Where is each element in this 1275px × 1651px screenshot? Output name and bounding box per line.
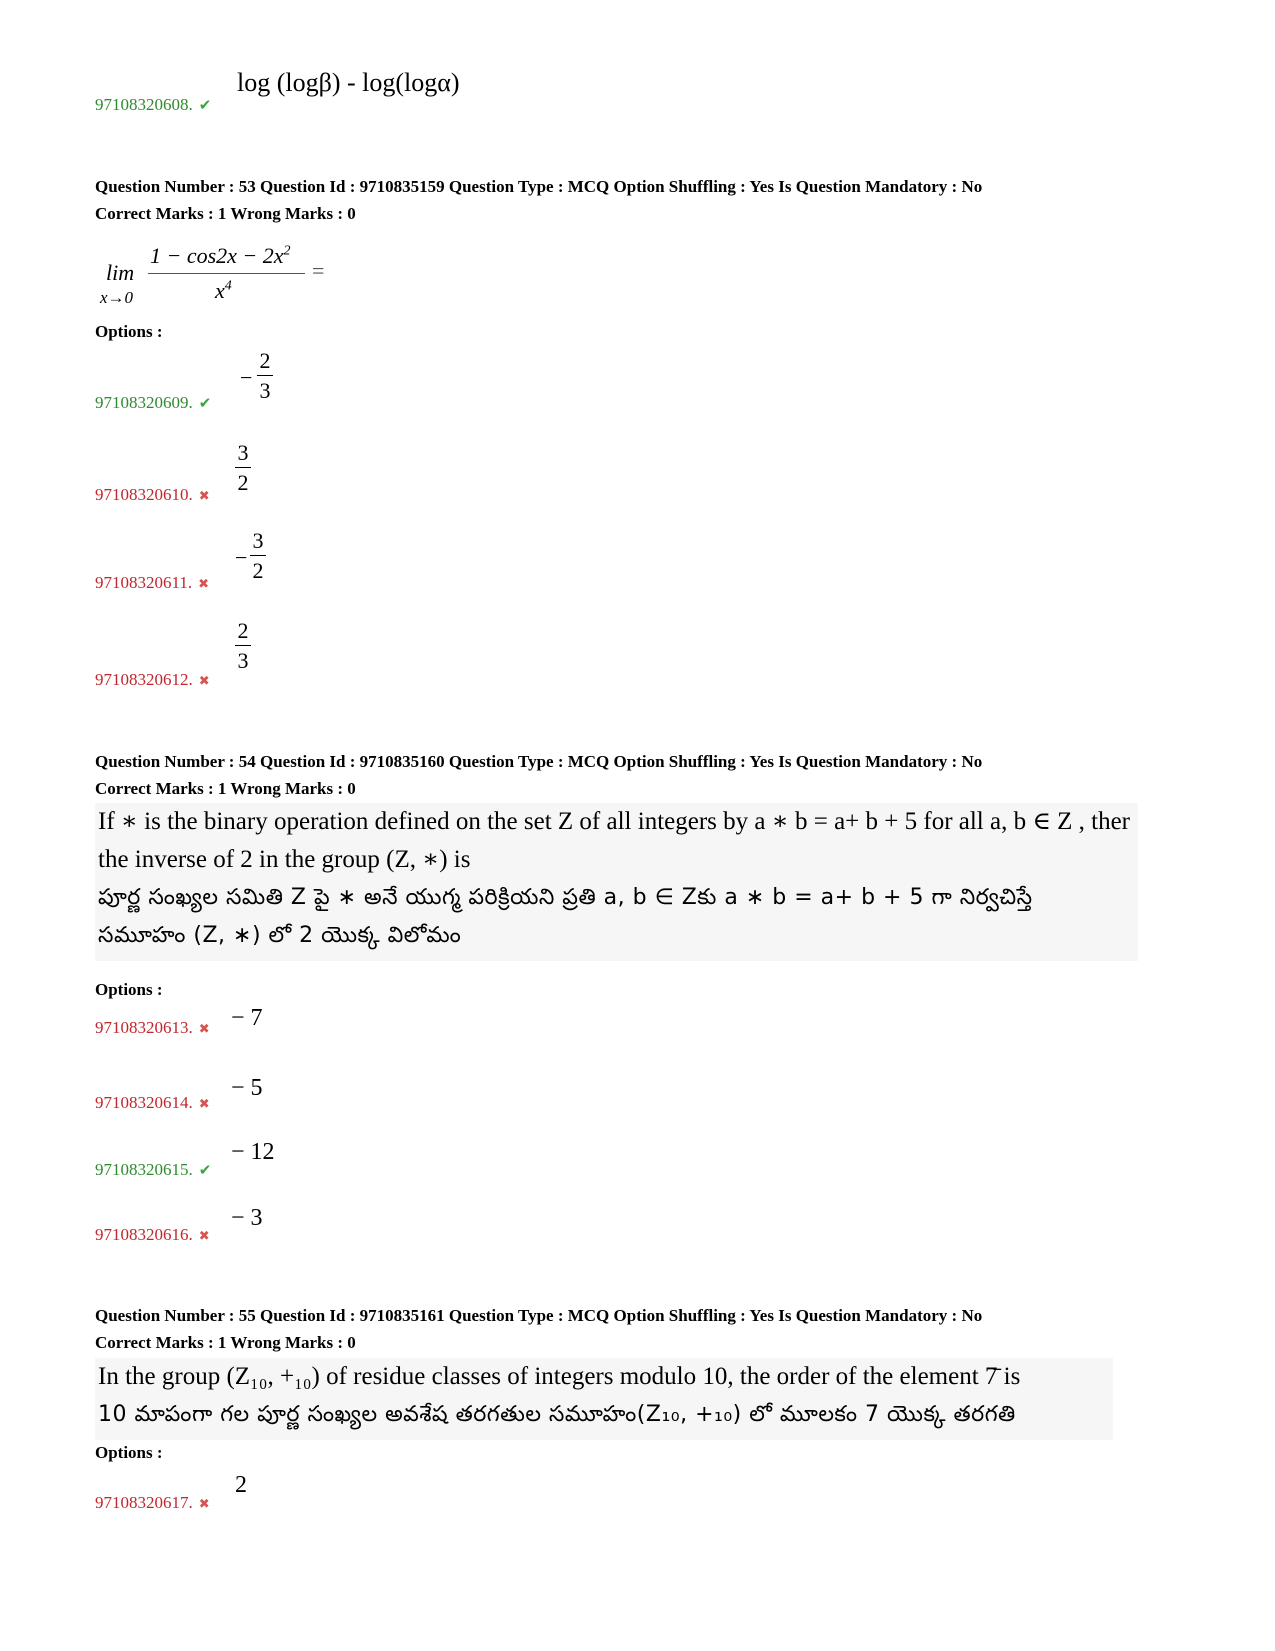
option-id: 97108320608. ✔ xyxy=(95,95,212,114)
option-id: 97108320616. ✖ xyxy=(95,1225,210,1244)
check-icon: ✔ xyxy=(198,1161,212,1179)
fraction: 3 2 xyxy=(250,528,266,584)
option-value: 2 xyxy=(235,1472,247,1498)
options-label: Options : xyxy=(95,1443,163,1462)
option-value: − 5 xyxy=(231,1075,263,1101)
option-id: 97108320611. ✖ xyxy=(95,573,210,592)
option-id: 97108320609. ✔ xyxy=(95,393,212,412)
check-icon: ✔ xyxy=(198,96,212,114)
fraction-bar xyxy=(148,273,305,274)
cross-icon: ✖ xyxy=(198,674,210,689)
option-value: − 3 xyxy=(231,1205,263,1231)
question-header: Question Number : 54 Question Id : 9710835160 Question Type : MCQ Option Shuffling : Yes Is Question Mandatory : No Correct Marks : 1 Wrong Marks : 0 xyxy=(95,752,983,798)
question-text-en: In the group (Z₁₀, +₁₀) of residue classes of integers modulo 10, the order of the element 7̄ is xyxy=(98,1363,1021,1390)
fraction: 3 2 xyxy=(235,440,251,496)
cross-icon: ✖ xyxy=(198,1229,210,1244)
lim-sub: x→0 xyxy=(100,288,134,307)
cross-icon: ✖ xyxy=(198,1497,210,1512)
lim-word: lim xyxy=(106,260,135,285)
fraction: 2 3 xyxy=(257,348,273,404)
question-text-image xyxy=(95,803,1138,961)
numerator: $1 - \cos 2x - 2x^2$ xyxy=(150,243,291,268)
denominator: $x^4$ xyxy=(215,278,232,303)
option-value: − 12 xyxy=(231,1139,275,1165)
options-label: Options : xyxy=(95,322,163,341)
minus-sign: − xyxy=(240,365,253,390)
option-id: 97108320612. ✖ xyxy=(95,670,210,689)
minus-sign: − xyxy=(235,545,248,570)
option-id: 97108320613. ✖ xyxy=(95,1018,210,1037)
option-id: 97108320617. ✖ xyxy=(95,1493,210,1512)
equals-sign: = xyxy=(312,258,325,283)
question-text-en: the inverse of 2 in the group (Z, ∗) is xyxy=(98,846,471,873)
question-text-te: పూర్ణ సంఖ్యల సమితి Z పై ∗ అనే యుగ్మ పరిక్రియని ప్రతి a, b ∈ Zకు a ∗ b = a+ b + 5 గా నిర్వచిస్తే xyxy=(98,885,1033,910)
question-limit-expression xyxy=(100,238,360,308)
question-text-image xyxy=(95,1358,1113,1440)
question-text-en: If ∗ is the binary operation defined on the set Z of all integers by a ∗ b = a+ b + 5 for all a, b ∈ Z , ther xyxy=(98,808,1130,835)
options-label: Options : xyxy=(95,980,163,999)
cross-icon: ✖ xyxy=(198,577,210,592)
cross-icon: ✖ xyxy=(198,1097,210,1112)
option-value: − 7 xyxy=(231,1005,263,1031)
question-text-te: 10 మాపంగా గల పూర్ణ సంఖ్యల అవశేష తరగతుల సమూహం(Z₁₀, +₁₀) లో మూలకం 7̄ యొక్క తరగతి xyxy=(98,1402,1016,1427)
option-id: 97108320614. ✖ xyxy=(95,1093,210,1112)
question-text-te: సమూహం (Z, ∗) లో 2 యొక్క విలోమం xyxy=(98,923,462,948)
fraction: 2 3 xyxy=(235,618,251,674)
question-header: Question Number : 55 Question Id : 9710835161 Question Type : MCQ Option Shuffling : Yes Is Question Mandatory : No Correct Marks : 1 Wrong Marks : 0 xyxy=(95,1306,983,1352)
check-icon: ✔ xyxy=(198,394,212,412)
option-id: 97108320610. ✖ xyxy=(95,485,210,504)
question-header: Question Number : 53 Question Id : 9710835159 Question Type : MCQ Option Shuffling : Yes Is Question Mandatory : No Correct Marks : 1 Wrong Marks : 0 xyxy=(95,177,983,223)
cross-icon: ✖ xyxy=(198,1022,210,1037)
cross-icon: ✖ xyxy=(198,489,210,504)
option-id: 97108320615. ✔ xyxy=(95,1160,212,1179)
option-expression: log (logβ) - log(logα) xyxy=(237,68,460,97)
